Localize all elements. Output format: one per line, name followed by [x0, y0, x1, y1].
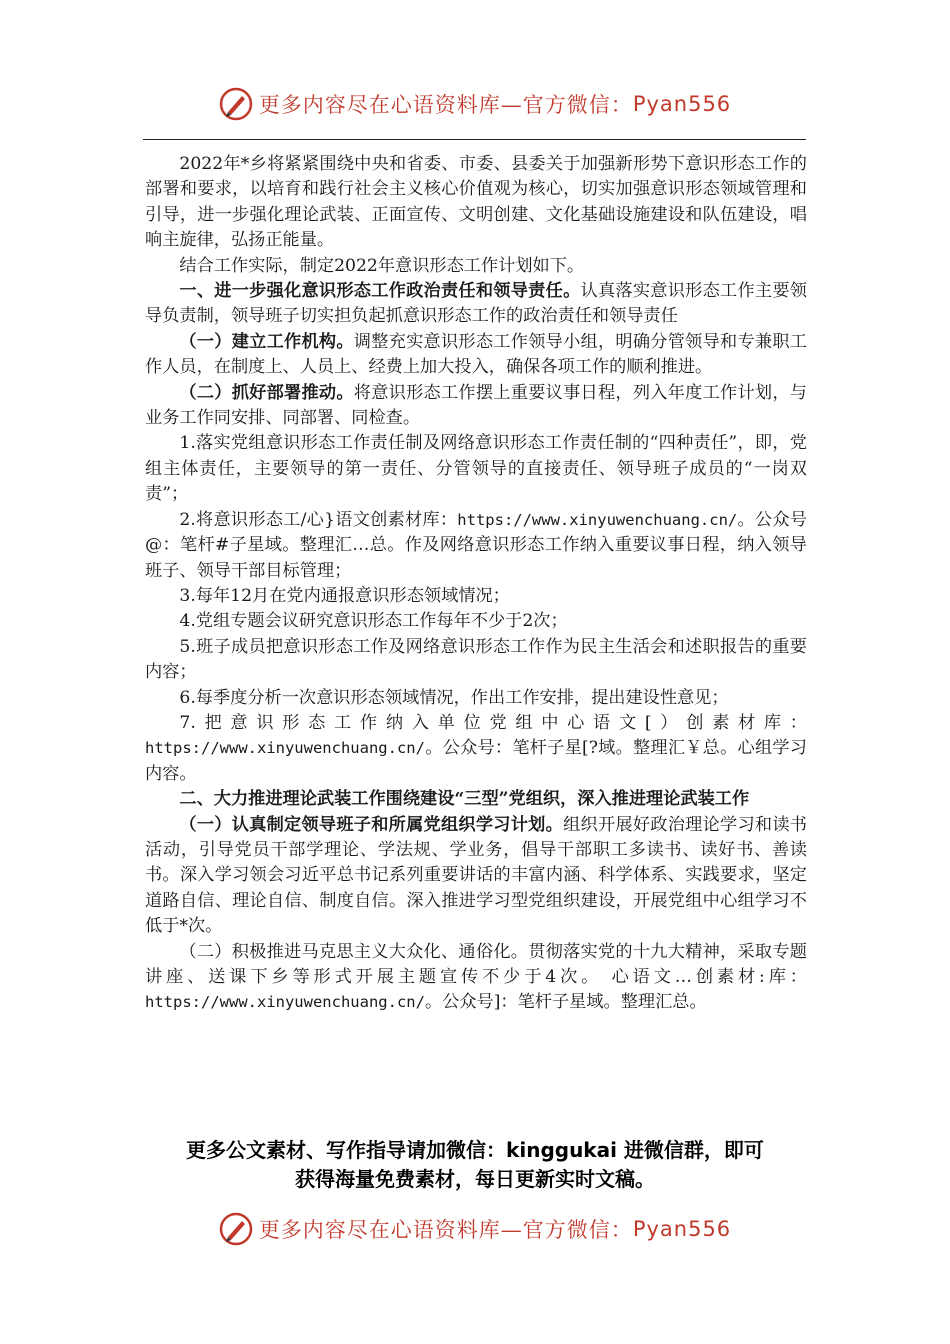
- section-one-heading: 一、进一步强化意识形态工作政治责任和领导责任。: [179, 281, 581, 302]
- list-item-2-url: https://www.xinyuwenchuang.cn/: [457, 510, 738, 529]
- banner-text: 更多内容尽在心语资料库—官方微信：: [258, 93, 633, 117]
- list-item-3: 3.每年12月在党内通报意识形态领域情况；: [179, 585, 510, 606]
- list-item-2-b: 。公众号@：笔杆#子星域。整理汇…总。作及网络意识形态工作纳入重要议事日程，纳入领导班子、领导干部目标管理；: [145, 509, 807, 581]
- subsection-2-2: [145, 940, 807, 1016]
- list-item-2-a: 2.将意识形态工/心}语文创素材库：: [179, 509, 458, 530]
- list-item-1: 1.落实党组意识形态工作责任制及网络意识形态工作责任制的“四种责任”，即，党组主体责任，主要领导的第一责任、分管领导的直接责任、领导班子成员的“一岗双责”；: [145, 433, 807, 505]
- paragraph-intro: 2022年*乡将紧紧围绕中央和省委、市委、县委关于加强新形势下意识形态工作的部署和要求，以培育和践行社会主义核心价值观为核心，切实加强意识形态领域管理和引导，进一步强化理论武装、正面宣传、文明创建、文化基础设施建设和队伍建设，唱响主旋律，弘扬正能量。: [145, 154, 807, 251]
- subsection-2-1-heading: （一）认真制定领导班子和所属党组织学习计划。: [179, 814, 564, 835]
- list-item-4: 4.党组专题会议研究意识形态工作每年不少于2次；: [179, 611, 568, 632]
- pen-logo-icon: [219, 87, 253, 121]
- header-divider: [143, 139, 806, 140]
- footer-banner-text: 更多内容尽在心语资料库—官方微信：: [258, 1218, 633, 1242]
- list-item-7-url: https://www.xinyuwenchuang.cn/: [145, 739, 425, 758]
- subsection-1-2: [145, 381, 807, 432]
- subsection-1-1: [145, 330, 807, 381]
- subsection-1-1-text: 调整充实意识形态工作领导小组，明确分管领导和专兼职工作人员，在制度上、人员上、经费上加大投入，确保各项工作的顺利推进。: [145, 331, 807, 378]
- subsection-1-2-heading: （二）抓好部署推动。: [179, 382, 354, 403]
- cta-line-2: 获得海量免费素材，每日更新实时文稿。: [295, 1167, 655, 1191]
- section-two-heading: 二、大力推进理论武装工作围绕建设“三型”党组织，深入推进理论武装工作: [179, 789, 750, 810]
- section-one-text: 认真落实意识形态工作主要领导负责制，领导班子切实担负起抓意识形态工作的政治责任和领导责任: [145, 281, 807, 327]
- footer-banner-wechat-id: Pyan556: [632, 1217, 732, 1241]
- list-item-7-a: 7.把意识形态工作纳入单位党组中心语文[）创素材库：: [179, 712, 807, 733]
- subsection-2-2-b: 。公众号]：笔杆子星域。整理汇总。: [424, 992, 707, 1013]
- cta-line-1: 更多公文素材、写作指导请加微信：kinggukai 进微信群，即可: [186, 1138, 764, 1162]
- list-item-5: 5.班子成员把意识形态工作及网络意识形态工作作为民主生活会和述职报告的重要内容；: [145, 636, 807, 683]
- list-item-2: [145, 508, 807, 584]
- call-to-action: [120, 1136, 830, 1194]
- document-body: [145, 152, 807, 1016]
- list-item-7-b: 。公众号：笔杆子星[?域。整理汇￥总。心组学习内容。: [145, 738, 807, 784]
- footer-banner: [0, 1207, 950, 1251]
- subsection-2-2-a: （二）积极推进马克思主义大众化、通俗化。贯彻落实党的十九大精神，采取专题讲座、送课下乡等形式开展主题宣传不少于4次。 心语文…创素材:库：: [145, 941, 807, 987]
- header-banner: [0, 82, 950, 126]
- subsection-2-1-text: 组织开展好政治理论学习和读书活动，引导党员干部学理论、学法规、学业务，倡导干部职工多读书、读好书、善读书。深入学习领会习近平总书记系列重要讲话的丰富内涵、科学体系、实践要求，坚定道路自信、理论自信、制度自信。深入推进学习型党组织建设，开展党组中心组学习不低于*次。: [145, 814, 807, 937]
- pen-logo-icon: [219, 1212, 253, 1246]
- subsection-2-2-url: https://www.xinyuwenchuang.cn/: [145, 993, 425, 1012]
- section-one: [145, 279, 807, 330]
- subsection-1-1-heading: （一）建立工作机构。: [179, 331, 354, 352]
- paragraph-plan: 结合工作实际，制定2022年意识形态工作计划如下。: [179, 255, 585, 276]
- list-item-7: [145, 711, 807, 787]
- list-item-6: 6.每季度分析一次意识形态领域情况，作出工作安排，提出建设性意见；: [179, 687, 729, 708]
- subsection-2-1: [145, 813, 807, 940]
- subsection-1-2-text: 将意识形态工作摆上重要议事日程，列入年度工作计划，与业务工作同安排、同部署、同检查。: [145, 382, 807, 429]
- banner-wechat-id: Pyan556: [632, 92, 732, 116]
